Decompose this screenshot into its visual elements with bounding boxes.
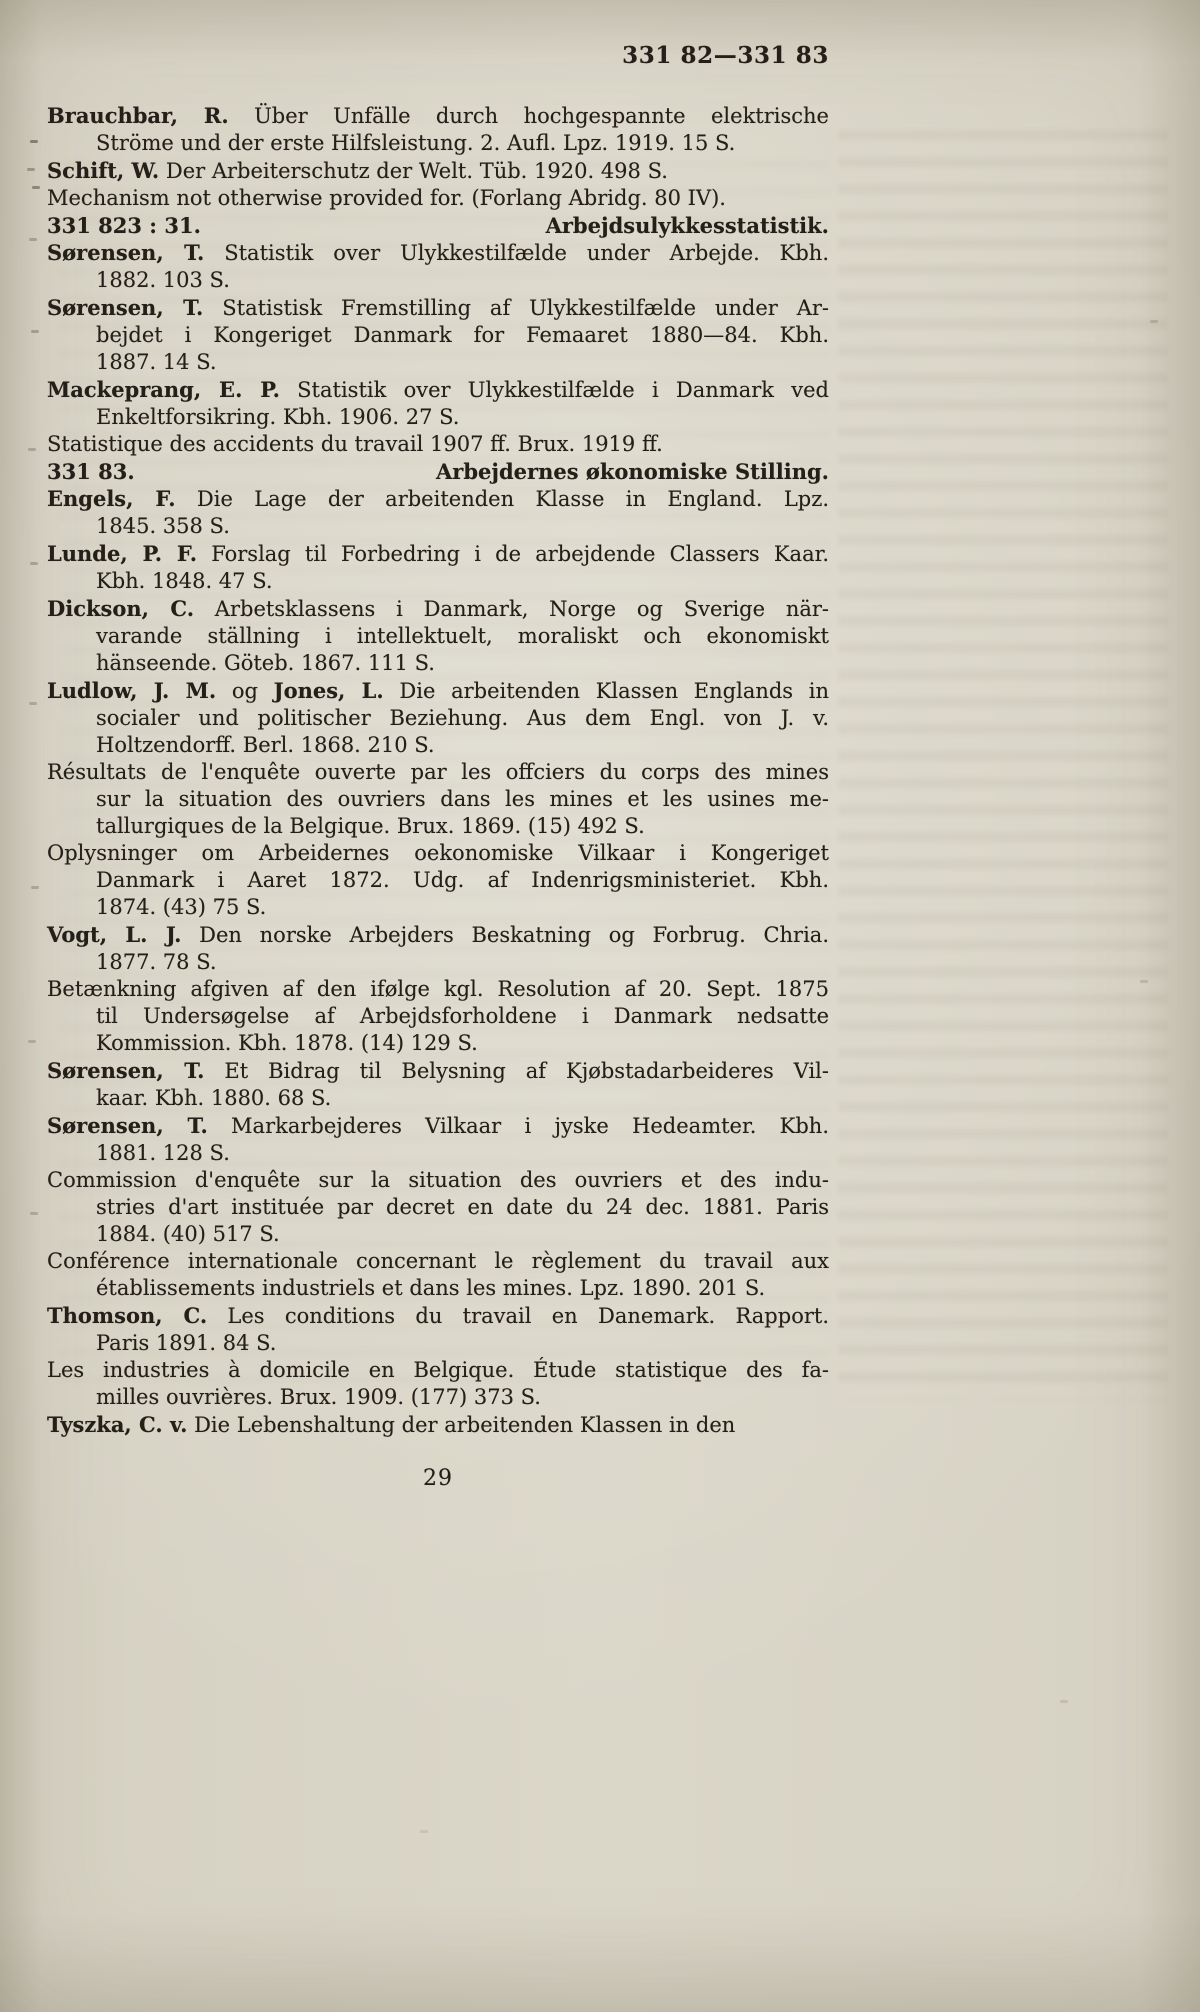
entry-text: Den norske Arbejders Beskatning og Forbrug. Chria. [181, 923, 829, 947]
entry-line [47, 1275, 829, 1302]
entry-author: Schift, W. [47, 158, 160, 183]
entry-text: Enkeltforsikring. Kbh. 1906. 27 S. [96, 405, 460, 429]
bibliography-entry [47, 1357, 829, 1411]
entry-author: Sørensen, T. [47, 1113, 208, 1138]
bibliography-entry [47, 1411, 829, 1439]
entry-author: Engels, F. [47, 486, 176, 511]
bibliography-entry [47, 759, 829, 840]
entry-line [47, 485, 829, 513]
entry-text: tallurgiques de la Belgique. Brux. 1869. (15) 492 S. [96, 814, 645, 838]
entry-line [47, 102, 829, 130]
entry-text: bejdet i Kongeriget Danmark for Femaaret 1880—84. Kbh. [96, 323, 829, 347]
entry-text: Über Unfälle durch hochgespannte elektrische [228, 104, 829, 128]
entry-text: 1884. (40) 517 S. [96, 1222, 280, 1246]
bibliography-entry [47, 840, 829, 921]
entry-line [47, 1330, 829, 1357]
entry-line [47, 267, 829, 294]
entry-text: til Undersøgelse af Arbejdsforholdene i Danmark nedsatte [96, 1004, 829, 1028]
entry-text: Résultats de l'enquête ouverte par les offciers du corps des mines [47, 760, 829, 784]
bibliography-entry [47, 1167, 829, 1248]
entry-line [47, 976, 829, 1003]
entry-line [47, 540, 829, 568]
entry-text: Conférence internationale concernant le règlement du travail aux [47, 1249, 829, 1273]
entry-text: Statistik over Ulykkestilfælde under Arbejde. Kbh. [204, 241, 829, 265]
entry-author: Vogt, L. J. [47, 922, 182, 947]
entry-line [47, 894, 829, 921]
entry-text: Et Bidrag til Belysning af Kjøbstadarbeideres Vil- [204, 1059, 829, 1083]
text-block [47, 42, 829, 1492]
entry-line [47, 623, 829, 650]
entry-line [47, 1384, 829, 1411]
entry-text: kaar. Kbh. 1880. 68 S. [96, 1086, 332, 1110]
section-heading [47, 212, 829, 239]
section-title: Arbejdsulykkesstatistik. [545, 213, 829, 238]
entry-author: Sørensen, T. [47, 295, 204, 320]
entry-author: Jones, L. [273, 678, 384, 703]
entry-text: 1874. (43) 75 S. [96, 895, 267, 919]
section-number: 331 823 : 31. [47, 213, 201, 238]
bibliography-entry [47, 431, 829, 458]
entry-text: stries d'art instituée par decret en date du 24 dec. 1881. Paris [96, 1195, 829, 1219]
entry-text: Les industries à domicile en Belgique. Étude statistique des fa- [47, 1358, 829, 1382]
entry-line [47, 568, 829, 595]
entry-text: 1881. 128 S. [96, 1141, 230, 1165]
section-heading [47, 458, 829, 485]
entry-line [47, 1194, 829, 1221]
entry-text: Kommission. Kbh. 1878. (14) 129 S. [96, 1031, 478, 1055]
entry-author: Brauchbar, R. [47, 103, 229, 128]
bibliography-entry [47, 540, 829, 595]
entry-text: 1845. 358 S. [96, 514, 230, 538]
entry-line [47, 1248, 829, 1275]
entry-line [47, 1411, 829, 1439]
bibliography-entry [47, 1302, 829, 1357]
entry-text: Markarbejderes Vilkaar i jyske Hedeamter. Kbh. [207, 1114, 829, 1138]
entry-line [47, 867, 829, 894]
entry-text: 1887. 14 S. [96, 350, 217, 374]
bibliography-entry [47, 595, 829, 677]
bleed-through-texture [838, 130, 1168, 1400]
section-title: Arbejdernes økonomiske Stilling. [436, 459, 829, 484]
entry-line [47, 759, 829, 786]
entry-author: Ludlow, J. M. [47, 678, 217, 703]
entry-text: sur la situation des ouvriers dans les mines et les usines me- [96, 787, 829, 811]
entry-line [47, 431, 829, 458]
entry-text: Statistique des accidents du travail 1907 ff. Brux. 1919 ff. [47, 432, 663, 456]
entry-author: Mackeprang, E. P. [47, 377, 280, 402]
entry-text: 1882. 103 S. [96, 268, 230, 292]
entry-line [47, 513, 829, 540]
entry-text: Betænkning afgiven af den ifølge kgl. Resolution af 20. Sept. 1875 [47, 977, 829, 1001]
bibliography [47, 102, 829, 1439]
entry-text: Die Lebenshaltung der arbeitenden Klassen in den [187, 1413, 736, 1437]
entry-line [47, 1085, 829, 1112]
entry-line [47, 1221, 829, 1248]
entry-line [47, 1112, 829, 1140]
entry-author: Thomson, C. [47, 1303, 208, 1328]
scan-specks [0, 0, 8, 3]
bibliography-entry [47, 485, 829, 540]
entry-text: og [216, 679, 274, 703]
bibliography-entry [47, 1057, 829, 1112]
entry-line [47, 322, 829, 349]
entry-line [47, 1030, 829, 1057]
entry-line [47, 376, 829, 404]
entry-line [47, 732, 829, 759]
bibliography-entry [47, 157, 829, 185]
bibliography-entry [47, 294, 829, 376]
entry-author: Lunde, P. F. [47, 541, 198, 566]
entry-text: Paris 1891. 84 S. [96, 1331, 277, 1355]
bibliography-entry [47, 185, 829, 212]
entry-text: établissements industriels et dans les mines. Lpz. 1890. 201 S. [96, 1276, 766, 1300]
entry-text: 1877. 78 S. [96, 950, 217, 974]
running-head-classmark: 331 82—331 83 [622, 42, 829, 69]
entry-line [47, 921, 829, 949]
entry-line [47, 1003, 829, 1030]
entry-text: varande ställning i intellektuelt, moraliskt och ekonomiskt [96, 624, 829, 648]
entry-line [47, 1057, 829, 1085]
entry-line [47, 813, 829, 840]
section-number: 331 83. [47, 459, 135, 484]
bibliography-entry [47, 102, 829, 157]
entry-text: socialer und politischer Beziehung. Aus dem Engl. von J. v. [96, 706, 829, 730]
entry-author: Tyszka, C. v. [47, 1412, 188, 1437]
entry-line [47, 130, 829, 157]
entry-text: Statistisk Fremstilling af Ulykkestilfælde under Ar- [203, 296, 829, 320]
entry-line [47, 239, 829, 267]
entry-text: milles ouvrières. Brux. 1909. (177) 373 S. [96, 1385, 541, 1409]
entry-line [47, 349, 829, 376]
entry-text: Forslag til Forbedring i de arbejdende Classers Kaar. [197, 542, 829, 566]
entry-text: Statistik over Ulykkestilfælde i Danmark ved [279, 378, 830, 402]
entry-text: Les conditions du travail en Danemark. Rapport. [207, 1304, 829, 1328]
entry-line [47, 1357, 829, 1384]
bibliography-entry [47, 921, 829, 976]
entry-line [47, 1167, 829, 1194]
bibliography-entry [47, 376, 829, 431]
entry-text: Der Arbeiterschutz der Welt. Tüb. 1920. 498 S. [159, 159, 668, 183]
entry-line [47, 294, 829, 322]
bibliography-entry [47, 239, 829, 294]
entry-text: Oplysninger om Arbeidernes oekonomiske Vilkaar i Kongeriget [47, 841, 829, 865]
entry-text: Holtzendorff. Berl. 1868. 210 S. [96, 733, 435, 757]
bibliography-entry [47, 677, 829, 759]
entry-text: Mechanism not otherwise provided for. (Forlang Abridg. 80 IV). [47, 186, 726, 210]
entry-text: Ströme und der erste Hilfsleistung. 2. Aufl. Lpz. 1919. 15 S. [96, 131, 736, 155]
entry-line [47, 840, 829, 867]
entry-line [47, 157, 829, 185]
entry-text: Kbh. 1848. 47 S. [96, 569, 273, 593]
entry-text: Commission d'enquête sur la situation des ouvriers et des indu- [47, 1168, 829, 1192]
entry-line [47, 949, 829, 976]
entry-line [47, 786, 829, 813]
entry-text: Die arbeitenden Klassen Englands in [383, 679, 830, 703]
entry-text: Arbetsklassens i Danmark, Norge og Sverige när- [194, 597, 829, 621]
entry-line [47, 404, 829, 431]
entry-line [47, 1302, 829, 1330]
bibliography-entry [47, 1112, 829, 1167]
entry-line [47, 705, 829, 732]
entry-line [47, 185, 829, 212]
bibliography-entry [47, 1248, 829, 1302]
entry-line [47, 595, 829, 623]
entry-text: hänseende. Göteb. 1867. 111 S. [96, 651, 435, 675]
entry-line [47, 677, 829, 705]
entry-text: Die Lage der arbeitenden Klasse in England. Lpz. [175, 487, 829, 511]
entry-author: Sørensen, T. [47, 240, 205, 265]
page-number: 29 [423, 1466, 453, 1491]
entry-line [47, 1140, 829, 1167]
entry-author: Dickson, C. [47, 596, 195, 621]
bibliography-entry [47, 976, 829, 1057]
entry-line [47, 650, 829, 677]
entry-text: Danmark i Aaret 1872. Udg. af Indenrigsministeriet. Kbh. [96, 868, 829, 892]
entry-author: Sørensen, T. [47, 1058, 205, 1083]
